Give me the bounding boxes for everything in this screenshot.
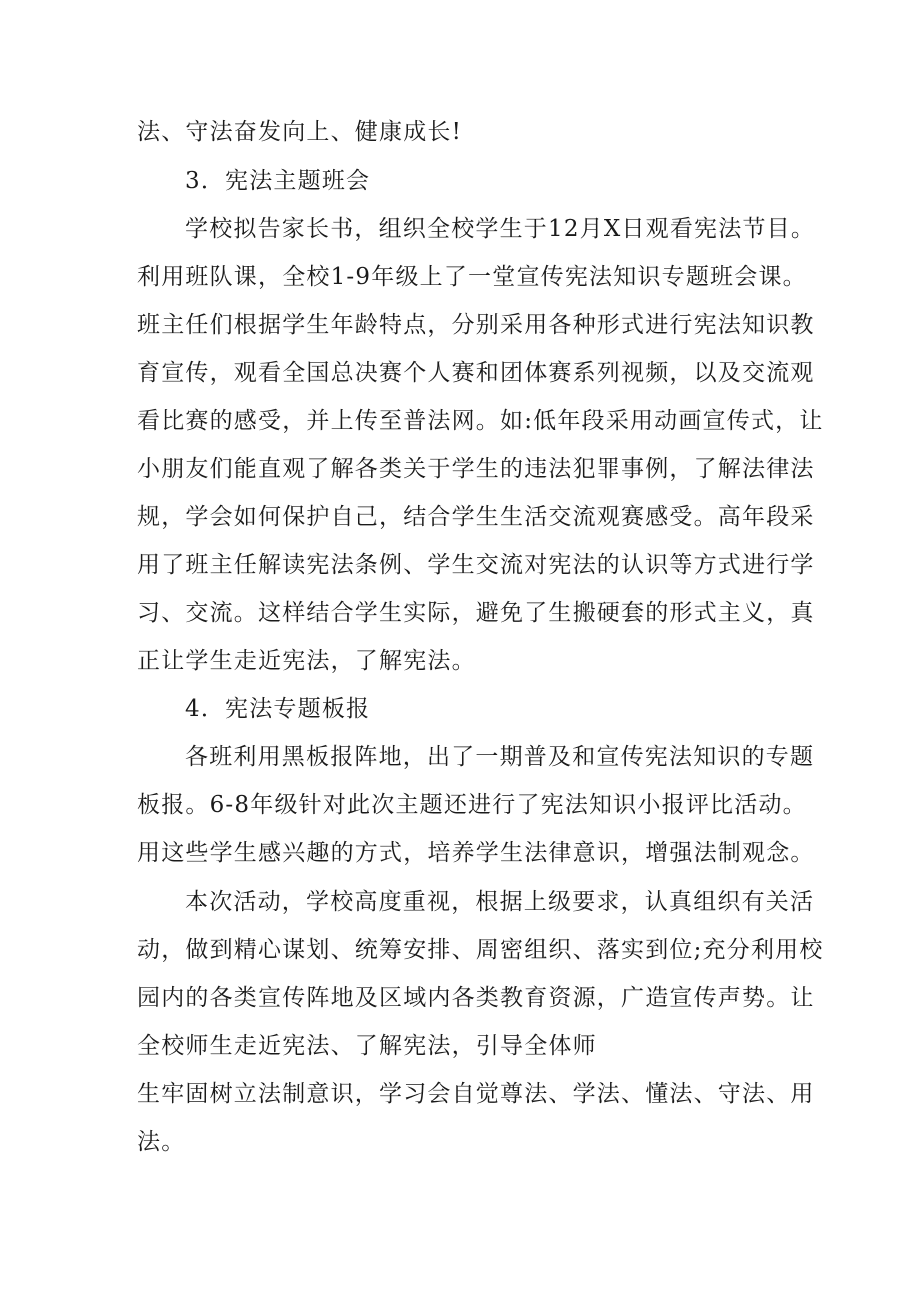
text-line-20: 全校师生走近宪法、了解宪法，引导全体师 [137,1033,597,1059]
section-heading-4: 4．宪法专题板报 [185,696,371,722]
text-line-21: 生牢固树立法制意识，学习会自觉尊法、学法、懂法、守法、用 [137,1081,815,1107]
text-line-18: 动，做到精心谋划、统筹安排、周密组织、落实到位;充分利用校 [137,937,824,963]
text-line-6: 育宣传，观看全国总决赛个人赛和团体赛系列视频，以及交流观 [137,360,815,386]
text-line-16: 用这些学生感兴趣的方式，培养学生法律意识，增强法制观念。 [137,840,815,866]
text-line-3: 学校拟告家长书，组织全校学生于12月X日观看宪法节目。 [185,216,816,242]
text-line-11: 习、交流。这样结合学生实际，避免了生搬硬套的形式主义，真 [137,600,815,626]
text-line-14: 各班利用黑板报阵地，出了一期普及和宣传宪法知识的专题 [185,744,815,770]
text-line-8: 小朋友们能直观了解各类关于学生的违法犯罪事例，了解法律法 [137,456,815,482]
text-line-9: 规，学会如何保护自己，结合学生生活交流观赛感受。高年段采 [137,504,815,530]
text-line-19: 园内的各类宣传阵地及区域内各类教育资源，广造宣传声势。让 [137,985,815,1011]
text-line-15: 板报。6-8年级针对此次主题还进行了宪法知识小报评比活动。 [137,792,807,818]
text-line-22: 法。 [137,1129,186,1155]
text-line-4: 利用班队课，全校1-9年级上了一堂宣传宪法知识专题班会课。 [137,264,807,290]
text-line-5: 班主任们根据学生年龄特点，分别采用各种形式进行宪法知识教 [137,312,815,338]
text-line-12: 正让学生走近宪法，了解宪法。 [137,648,476,674]
text-line-10: 用了班主任解读宪法条例、学生交流对宪法的认识等方式进行学 [137,552,815,578]
text-line-1: 法、守法奋发向上、健康成长! [137,119,463,145]
section-heading-3: 3．宪法主题班会 [185,168,371,194]
text-line-17: 本次活动，学校高度重视，根据上级要求，认真组织有关活 [185,889,815,915]
text-line-7: 看比赛的感受，并上传至普法网。如:低年段采用动画宣传式，让 [137,408,824,434]
